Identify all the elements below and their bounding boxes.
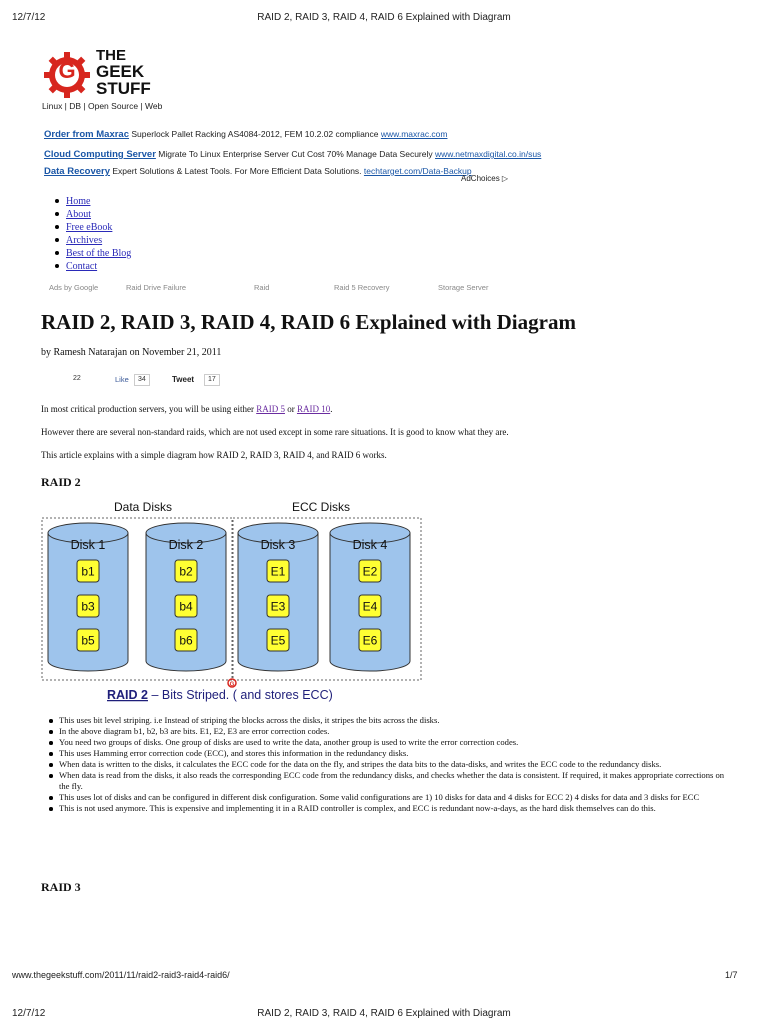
list-item: When data is read from the disks, it also reads the corresponding ECC code from the redundancy disks, and checks whether the data is consistent. If required, it makes appropriate corrections on the fly.: [45, 770, 735, 792]
footer-url: www.thegeekstuff.com/2011/11/raid2-raid3-raid4-raid6/: [12, 970, 230, 980]
heading-raid3: RAID 3: [41, 880, 81, 894]
ad-text: Migrate To Linux Enterprise Server Cut Cost 70% Manage Data Securely: [158, 149, 433, 159]
heading-raid2: RAID 2: [41, 475, 81, 489]
logo-line1: THE: [96, 47, 126, 64]
data-block-label: E5: [270, 633, 286, 648]
disk-label: Disk 4: [352, 538, 388, 552]
ad-1[interactable]: [44, 129, 447, 140]
data-block-label: E2: [362, 564, 378, 579]
nav-item-archives[interactable]: [52, 234, 131, 247]
list-item: This uses bit level striping. i.e Instead of striping the blocks across the disks, it stripes the bits across the disks.: [45, 715, 735, 726]
nav-link-home[interactable]: Home: [66, 196, 91, 207]
raid5-link[interactable]: RAID 5: [256, 404, 285, 414]
intro-paragraph: [41, 404, 332, 414]
nav-item-home[interactable]: [52, 195, 131, 208]
next-page-date: 12/7/12: [12, 1008, 46, 1019]
print-date: 12/7/12: [12, 12, 46, 23]
disk-label: Disk 1: [70, 538, 106, 552]
article-title: RAID 2, RAID 3, RAID 4, RAID 6 Explained with Diagram: [41, 310, 576, 334]
logo-tagline: Linux | DB | Open Source | Web: [42, 101, 163, 111]
ad-url[interactable]: www.maxrac.com: [380, 129, 448, 139]
list-item: You need two groups of disks. One group of disks are used to write the data, another group is used to write the error correction codes.: [45, 737, 735, 748]
diagram-caption: [107, 688, 333, 702]
print-title: RAID 2, RAID 3, RAID 4, RAID 6 Explained with Diagram: [257, 12, 511, 23]
ad-title[interactable]: Cloud Computing Server: [44, 149, 156, 160]
ad-3[interactable]: [44, 166, 472, 177]
list-item: In the above diagram b1, b2, b3 are bits. E1, E2, E3 are error correction codes.: [45, 726, 735, 737]
nav-item-contact[interactable]: [52, 260, 131, 273]
like-button[interactable]: Like: [115, 375, 129, 384]
intro-or: or: [284, 404, 297, 414]
ad-title[interactable]: Order from Maxrac: [44, 129, 130, 140]
logo-line3: STUFF: [96, 79, 151, 98]
next-page-title: RAID 2, RAID 3, RAID 4, RAID 6 Explained with Diagram: [257, 1008, 511, 1019]
intro-period: .: [330, 404, 333, 414]
tweet-button[interactable]: Tweet: [172, 375, 195, 384]
data-block-label: b1: [81, 564, 95, 579]
raid2-diagram: [41, 496, 422, 706]
tweet-count: 17: [204, 374, 220, 386]
data-block-label: b3: [81, 599, 95, 614]
ad-text: Superlock Pallet Racking AS4084-2012, FEM 10.2.02 compliance: [131, 129, 379, 139]
ad-2[interactable]: [44, 149, 541, 160]
disk-label: Disk 3: [260, 538, 296, 552]
disk-cylinder: [48, 523, 128, 671]
intro-text: In most critical production servers, you will be using either: [41, 404, 257, 414]
nav-item-about[interactable]: [52, 208, 131, 221]
data-block-label: E4: [362, 599, 378, 614]
nav-item-free-ebook[interactable]: [52, 221, 131, 234]
main-nav: [52, 195, 131, 273]
data-block-label: E1: [270, 564, 286, 579]
list-item: This uses lot of disks and can be configured in different disk configuration. Some valid configurations are 1) 10 disks for data and 4 disks for ECC 2) 4 disks for data and 3 disks for ECC: [45, 792, 735, 803]
disks-group: [48, 523, 410, 671]
list-item: When data is written to the disks, it calculates the ECC code for the data on the fly, and stripes the data bits to the data-disks, and writes the ECC code to the redundancy disks.: [45, 759, 735, 770]
nav-link-about[interactable]: About: [66, 209, 91, 220]
paragraph-3: This article explains with a simple diagram how RAID 2, RAID 3, RAID 4, and RAID 6 works.: [41, 450, 387, 460]
caption-rest: – Bits Striped. ( and stores ECC): [147, 688, 333, 702]
nav-link-free-ebook[interactable]: Free eBook: [66, 222, 113, 233]
footer-page: 1/7: [725, 970, 738, 980]
raid2-diagram-svg: [41, 496, 422, 706]
disk-cylinder: [238, 523, 318, 671]
data-block-label: b4: [179, 599, 193, 614]
ad-text: Expert Solutions & Latest Tools. For More Efficient Data Solutions.: [112, 166, 362, 176]
byline: by Ramesh Natarajan on November 21, 2011: [41, 347, 222, 358]
disk-cylinder: [146, 523, 226, 671]
adlink-raid[interactable]: Raid: [254, 283, 270, 292]
adlink-storage-server[interactable]: Storage Server: [438, 283, 489, 292]
data-block-label: b5: [81, 633, 95, 648]
nav-link-best-of-blog[interactable]: Best of the Blog: [66, 248, 132, 259]
group-label-data: Data Disks: [113, 500, 173, 514]
list-item: This uses Hamming error correction code (ECC), and stores this information in the redundancy disks.: [45, 748, 735, 759]
nav-link-contact[interactable]: Contact: [66, 261, 98, 272]
logo-line2: GEEK: [96, 62, 145, 81]
data-block-label: b2: [179, 564, 193, 579]
adlink-raid-5-recovery[interactable]: Raid 5 Recovery: [334, 283, 390, 292]
nav-link-archives[interactable]: Archives: [66, 235, 103, 246]
list-item: This is not used anymore. This is expensive and implementing it in a RAID controller is complex, and ECC is redundant now-a-days, as the hard disk themselves can do this.: [45, 803, 735, 814]
nav-item-best-of-blog[interactable]: [52, 247, 131, 260]
adlink-raid-drive-failure[interactable]: Raid Drive Failure: [126, 283, 187, 292]
like-count: 34: [134, 374, 150, 386]
disk-label: Disk 2: [168, 538, 204, 552]
share-count: 22: [70, 374, 84, 384]
data-block-label: E6: [362, 633, 378, 648]
adchoices-link[interactable]: AdChoices ▷: [461, 174, 509, 183]
ads-by-google-label: Ads by Google: [49, 283, 99, 292]
ad-title[interactable]: Data Recovery: [44, 166, 111, 177]
paragraph-2: However there are several non-standard raids, which are not used except in some rare situations. It is good to know what they are.: [41, 427, 509, 437]
disk-cylinder: [330, 523, 410, 671]
marker-letter: G: [229, 682, 235, 688]
raid10-link[interactable]: RAID 10: [296, 404, 331, 414]
group-label-ecc: ECC Disks: [291, 500, 351, 514]
ad-url[interactable]: www.netmaxdigital.co.in/sus: [435, 149, 542, 159]
ad-url[interactable]: techtarget.com/Data-Backup: [363, 166, 472, 176]
raid2-bullet-list: [45, 715, 735, 814]
logo-letter: G: [58, 58, 76, 83]
caption-bold: RAID 2: [107, 688, 148, 702]
data-block-label: E3: [270, 599, 286, 614]
data-block-label: b6: [179, 633, 193, 648]
